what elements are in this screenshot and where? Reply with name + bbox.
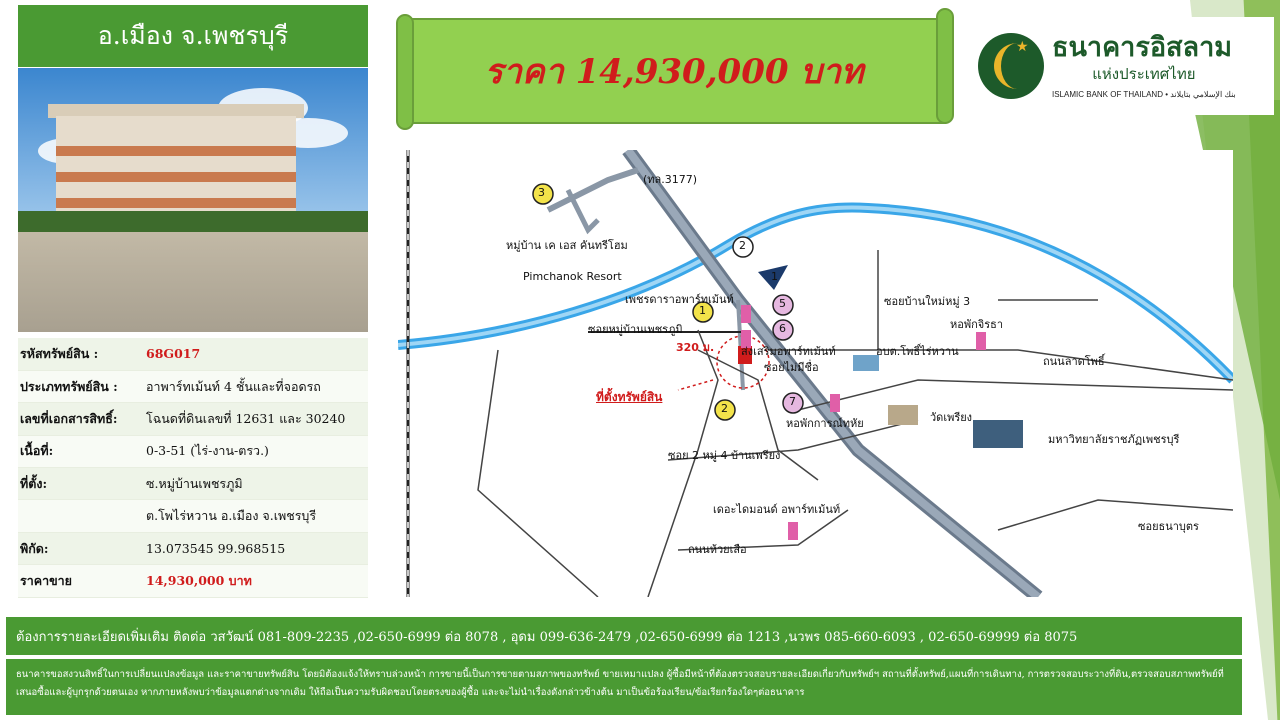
table-row: ต.โพไร่หวาน อ.เมือง จ.เพชรบุรี	[18, 500, 368, 532]
map-label-huaisuea: ถนนห้วยเสือ	[688, 543, 747, 556]
table-row: เนื้อที่: 0-3-51 (ไร่-งาน-ตรว.)	[18, 435, 368, 467]
map-label-distance: 320 ม.	[676, 341, 715, 354]
map-marker: 1	[771, 270, 778, 283]
table-row: ประเภททรัพย์สิน : อาพาร์ทเม้นท์ 4 ชั้นและที่จอดรถ	[18, 370, 368, 402]
crescent-icon	[978, 33, 1044, 99]
map-marker: 1	[699, 304, 706, 317]
map-label-soi-unnamed: ซอยไม่มีชื่อ	[764, 361, 819, 374]
map-label-village: หมู่บ้าน เค เอส คันทรีโฮม	[506, 239, 628, 252]
bank-logo	[970, 17, 1274, 115]
map-marker: 2	[721, 402, 728, 415]
property-photo	[18, 68, 368, 332]
map-label-pimchanok: Pimchanok Resort	[523, 270, 622, 283]
table-row: เลขที่เอกสารสิทธิ์: โฉนดที่ดินเลขที่ 12631 และ 30240	[18, 403, 368, 435]
map-marker: 6	[779, 322, 786, 335]
map-label-jiratha: หอพักจิรธา	[950, 318, 1004, 331]
table-row: ราคาขาย 14,930,000 บาท	[18, 565, 368, 597]
map-label-university: มหาวิทยาลัยราชภัฏเพชรบุรี	[1048, 433, 1180, 446]
map-marker: 5	[779, 297, 786, 310]
property-info-table	[18, 338, 368, 598]
location-map	[398, 150, 1233, 597]
map-label-target: ที่ตั้งทรัพย์สิน	[596, 390, 663, 404]
map-label-songserm: ส่งเสริมอพาร์ทเม้นท์	[741, 345, 836, 358]
location-title: อ.เมือง จ.เพชรบุรี	[18, 5, 368, 67]
map-marker: 3	[538, 186, 545, 199]
map-marker: 2	[739, 239, 746, 252]
price-text: ราคา 14,930,000 บาท	[484, 52, 864, 92]
table-row: พิกัด: 13.073545 99.968515	[18, 532, 368, 564]
map-label-wat: วัดเพรียง	[930, 411, 973, 424]
map-label-abt: อบต.โพธิ์ไร่หวาน	[876, 345, 959, 358]
map-label-soi-phetphum: ซอยหมู่บ้านเพชรภูมิ	[588, 323, 683, 336]
disclaimer-bar: ธนาคารขอสงวนสิทธิ์ในการเปลี่ยนแปลงข้อมูล และราคาขายทรัพย์สิน โดยมิต้องแจ้งให้ทราบล่วงหน้า การขายนี้เป็นการขายตามสภาพของทรัพย์ ขายเหมาแปลง ผู้ซื้อมีหน้าที่ต้องตรวจสอบรายละเอียดเกี่ยวกับทรัพย์ฯ สถานที่ตั้งทรัพย์,แผนที่การเดินทาง, การตรวจสอบระวางที่ดิน,ตรวจสอบสภาพทรัพย์ที่เสนอซื้อและผู้บุกรุกด้วยตนเอง หากภายหลังพบว่าข้อมูลแตกต่างจากเดิม ให้ถือเป็นความรับผิดชอบโดยตรงของผู้ซื้อ และจะไม่นำเรื่องดังกล่าวข้างต้น มาเป็นข้อร้องเรียน/ข้อเรียกร้องใดๆต่อธนาคาร	[6, 659, 1242, 715]
contact-bar: ต้องการรายละเอียดเพิ่มเติม ติดต่อ วสวัฒน์ 081-809-2235 ,02-650-6999 ต่อ 8078 , อุดม 099-636-2479 ,02-650-6999 ต่อ 1213 ,นวพร 085-660-6093 , 02-650-69999 ต่อ 8075	[6, 617, 1242, 655]
price-banner	[396, 4, 954, 136]
map-label-phetdara: เพชรดาราอพาร์ทเม้นท์	[625, 293, 734, 306]
table-row: รหัสทรัพย์สิน : 68G017	[18, 338, 368, 370]
map-label-ladpho: ถนนลาดโพธิ์	[1043, 355, 1105, 368]
bank-name-th-sub: แห่งประเทศไทย	[1092, 65, 1196, 84]
map-label-soi-banmai: ซอยบ้านใหม่หมู่ 3	[884, 295, 971, 308]
map-label-highway: (ทล.3177)	[643, 173, 698, 186]
map-label-diamond: เดอะไดมอนด์ อพาร์ทเม้นท์	[713, 503, 841, 516]
map-label-soi2: ซอย 2 หมู่ 4 บ้านเพรียง	[668, 449, 781, 462]
bank-name-th: ธนาคารอิสลาม	[1052, 31, 1233, 63]
map-label-thanaburi: ซอยธนาบุตร	[1138, 520, 1199, 533]
map-label-horpak-karn: หอพักการณ์ทหัย	[786, 417, 864, 430]
table-row: ที่ตั้ง: ซ.หมู่บ้านเพชรภูมิ	[18, 468, 368, 500]
map-marker: 7	[789, 395, 796, 408]
bank-name-en: ISLAMIC BANK OF THAILAND • بنك الإسلامي بتايلاند	[1052, 90, 1236, 100]
